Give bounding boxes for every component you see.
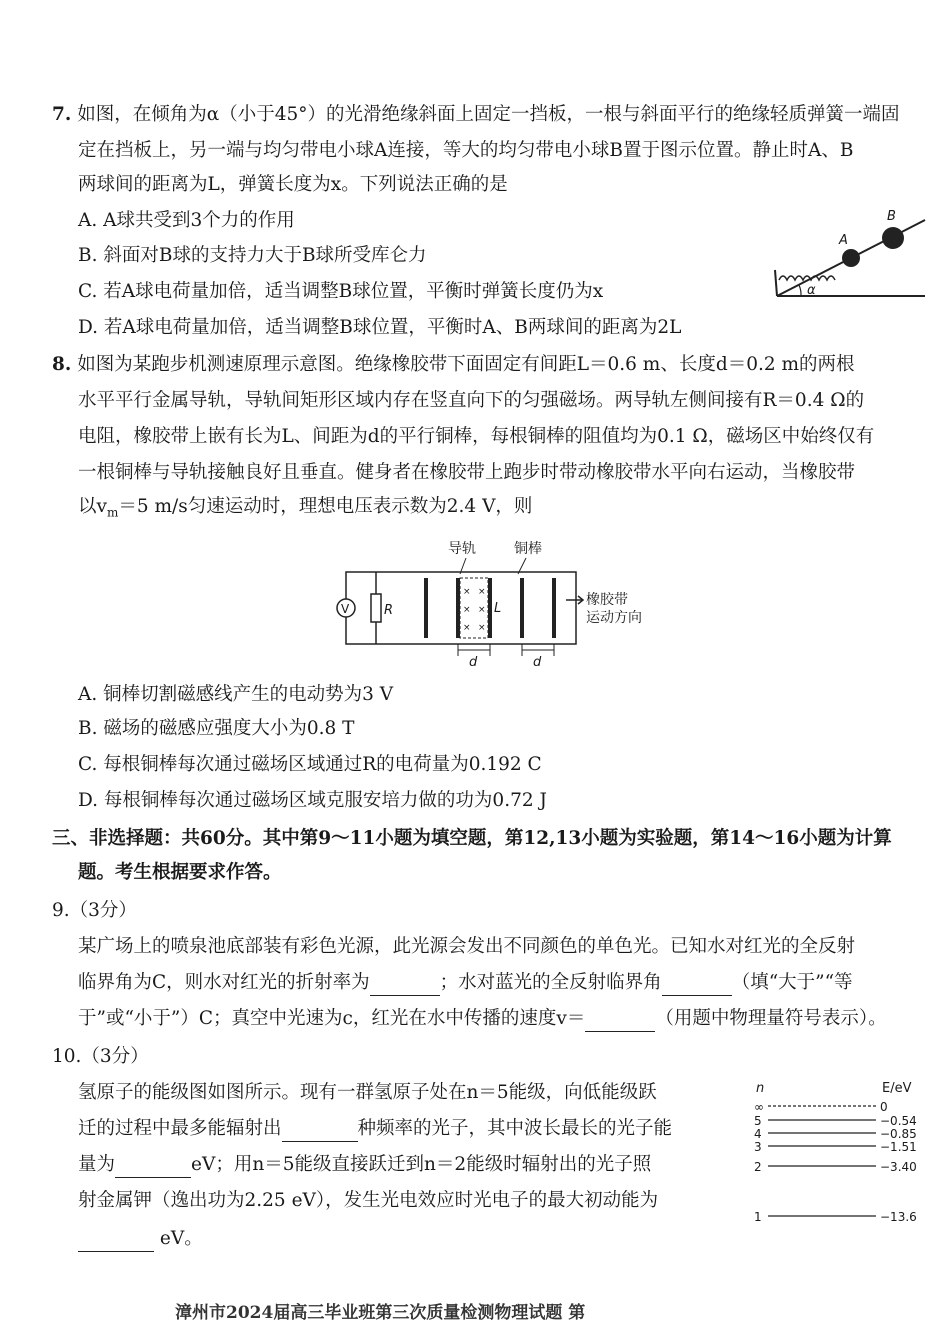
q8-line2: 水平平行金属导轨，导轨间矩形区域内存在竖直向下的匀强磁场。两导轨左侧间接有R＝0.4 Ω的 bbox=[78, 390, 865, 411]
hydrogen-energy-level-diagram bbox=[748, 1080, 938, 1230]
energy-levels bbox=[754, 1100, 917, 1224]
angle-arc bbox=[799, 285, 801, 296]
q7-incline-figure bbox=[765, 208, 935, 303]
q10-header: 10.（3分） bbox=[52, 1046, 149, 1067]
label-d-2: d bbox=[533, 655, 542, 670]
q8-line1: 8. 如图为某跑步机测速原理示意图。绝缘橡胶带下面固定有间距L＝0.6 m、长度d＝0.2 m的两根 bbox=[52, 354, 855, 375]
label-n-axis: n bbox=[756, 1081, 765, 1096]
svg-text:×: × bbox=[463, 623, 471, 633]
q9-header: 9.（3分） bbox=[52, 900, 137, 921]
q10-line1: 氢原子的能级图如图所示。现有一群氢原子处在n＝5能级，向低能级跃 bbox=[78, 1082, 657, 1103]
svg-text:×: × bbox=[478, 623, 486, 633]
energy-level-n: 1 bbox=[754, 1210, 762, 1224]
energy-level-value: −3.40 bbox=[880, 1160, 917, 1174]
q10-line5: eV。 bbox=[78, 1226, 203, 1252]
svg-text:×: × bbox=[478, 605, 486, 615]
energy-level-n: 3 bbox=[754, 1140, 762, 1154]
label-belt-2: 运动方向 bbox=[586, 610, 642, 626]
q7-line3: 两球间的距离为L，弹簧长度为x。下列说法正确的是 bbox=[78, 174, 508, 195]
q8-number: 8. bbox=[52, 354, 72, 375]
energy-level-n: 5 bbox=[754, 1114, 762, 1128]
label-angle: α bbox=[807, 283, 816, 298]
page-footer: 漳州市2024届高三毕业班第三次质量检测物理试题 第 bbox=[175, 1303, 586, 1323]
q10-blank-3[interactable] bbox=[78, 1233, 154, 1252]
energy-level-n: 4 bbox=[754, 1127, 762, 1141]
label-energy-axis: E/eV bbox=[882, 1081, 912, 1096]
label-rod: 铜棒 bbox=[514, 541, 542, 557]
resistor bbox=[371, 594, 381, 622]
spring bbox=[779, 276, 835, 280]
label-belt-1: 橡胶带 bbox=[586, 592, 628, 608]
copper-rods bbox=[426, 578, 554, 638]
energy-level-value: −0.54 bbox=[880, 1114, 917, 1128]
energy-level-value: −1.51 bbox=[880, 1140, 917, 1154]
energy-level-n: 2 bbox=[754, 1160, 762, 1174]
q10-blank-2[interactable] bbox=[115, 1159, 191, 1178]
label-d-1: d bbox=[469, 655, 478, 670]
field-marks bbox=[463, 587, 486, 633]
q8-option-a: A. 铜棒切割磁感线产生的电动势为3 V bbox=[78, 684, 394, 705]
svg-text:×: × bbox=[478, 587, 486, 597]
ball-a bbox=[842, 249, 860, 267]
q7-option-d: D. 若A球电荷量加倍，适当调整B球位置，平衡时A、B两球间的距离为2L bbox=[78, 317, 682, 338]
q9-line2: 临界角为C，则水对红光的折射率为 ；水对蓝光的全反射临界角 （填“大于”“等 bbox=[78, 970, 853, 996]
q8-option-b: B. 磁场的磁感应强度大小为0.8 T bbox=[78, 718, 355, 739]
q8-option-c: C. 每根铜棒每次通过磁场区域通过R的电荷量为0.192 C bbox=[78, 754, 542, 775]
q9-blank-2[interactable] bbox=[662, 977, 732, 996]
label-ball-b: B bbox=[887, 209, 896, 224]
q10-blank-1[interactable] bbox=[282, 1123, 358, 1142]
q9-line3: 于”或“小于”）C；真空中光速为c，红光在水中传播的速度v＝ （用题中物理量符号表示）。 bbox=[78, 1006, 887, 1032]
label-l: L bbox=[494, 601, 502, 616]
q8-line3: 电阻，橡胶带上嵌有长为L、间距为d的平行铜棒，每根铜棒的阻值均为0.1 Ω，磁场区中始终仅有 bbox=[78, 426, 875, 447]
label-rail: 导轨 bbox=[448, 541, 476, 557]
q8-line4: 一根铜棒与导轨接触良好且垂直。健身者在橡胶带上跑步时带动橡胶带水平向右运动，当橡胶带 bbox=[78, 462, 856, 483]
q9-blank-3[interactable] bbox=[585, 1013, 655, 1032]
energy-level-value: −13.6 bbox=[880, 1210, 917, 1224]
q7-number: 7. bbox=[52, 104, 72, 125]
q7-line1: 7. 如图，在倾角为α（小于45°）的光滑绝缘斜面上固定一挡板，一根与斜面平行的绝缘轻质弹簧一端固 bbox=[52, 104, 900, 125]
energy-level-value: 0 bbox=[880, 1100, 888, 1114]
svg-text:×: × bbox=[463, 605, 471, 615]
q10-line2: 迁的过程中最多能辐射出 种频率的光子，其中波长最长的光子能 bbox=[78, 1116, 672, 1142]
q10-line4: 射金属钾（逸出功为2.25 eV），发生光电效应时光电子的最大初动能为 bbox=[78, 1190, 659, 1211]
ball-b bbox=[882, 227, 904, 249]
q7-option-b: B. 斜面对B球的支持力大于B球所受库仑力 bbox=[78, 245, 427, 266]
q7-option-a: A. A球共受到3个力的作用 bbox=[78, 210, 295, 231]
belt-arrow bbox=[566, 596, 583, 604]
q10-line3: 量为 eV；用n＝5能级直接跃迁到n＝2能级时辐射出的光子照 bbox=[78, 1152, 651, 1178]
q9-line1: 某广场上的喷泉池底部装有彩色光源，此光源会发出不同颜色的单色光。已知水对红光的全反射 bbox=[78, 936, 856, 957]
q8-treadmill-figure bbox=[328, 538, 658, 668]
energy-level-n: ∞ bbox=[754, 1100, 764, 1114]
q8-option-d: D. 每根铜棒每次通过磁场区域克服安培力做的功为0.72 J bbox=[78, 790, 547, 811]
q9-blank-1[interactable] bbox=[370, 977, 440, 996]
section3-line2: 题。考生根据要求作答。 bbox=[78, 862, 282, 883]
svg-text:×: × bbox=[463, 587, 471, 597]
energy-level-value: −0.85 bbox=[880, 1127, 917, 1141]
q8-line5: 以$v_m=5$ m/s匀速运动时，理想电压表示数为2.4 V，则 bbox=[78, 496, 533, 520]
label-ball-a: A bbox=[839, 233, 848, 248]
q7-line2: 定在挡板上，另一端与均匀带电小球A连接，等大的均匀带电小球B置于图示位置。静止时A、B bbox=[78, 140, 854, 161]
label-voltmeter: V bbox=[341, 602, 350, 616]
q7-option-c: C. 若A球电荷量加倍，适当调整B球位置，平衡时弹簧长度仍为x bbox=[78, 281, 604, 302]
label-resistor: R bbox=[384, 603, 394, 618]
section3-line1: 三、非选择题：共60分。其中第9～11小题为填空题，第12,13小题为实验题，第14～16小题为计算 bbox=[52, 828, 892, 849]
